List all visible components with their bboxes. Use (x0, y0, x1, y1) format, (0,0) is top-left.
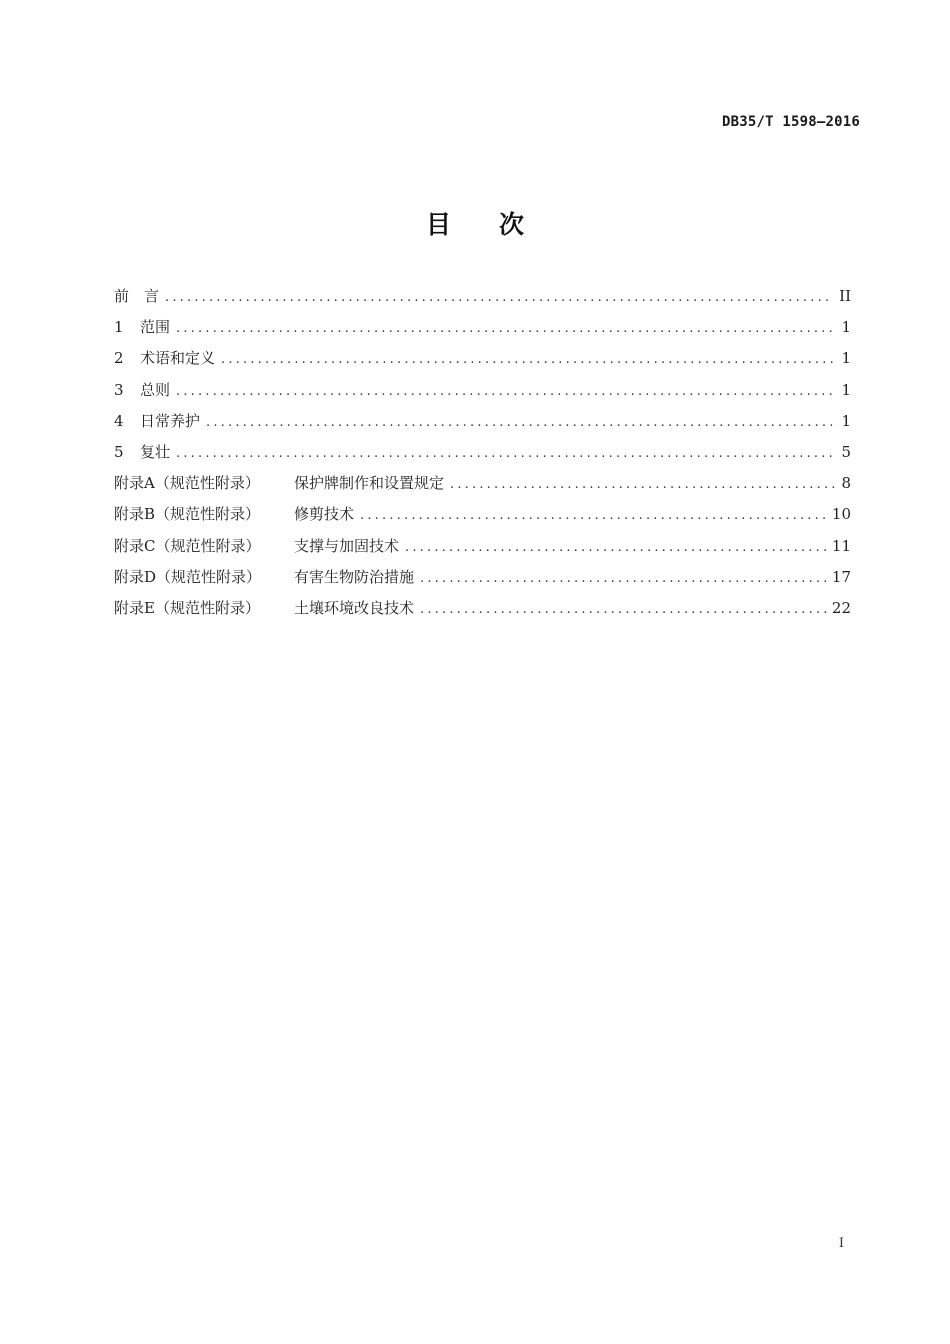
toc-item-number: 3 (114, 380, 124, 399)
toc-leader-dots (176, 438, 835, 469)
toc-leader-dots (165, 282, 833, 313)
toc-item-page: 5 (841, 442, 851, 461)
toc-item-page: 10 (831, 505, 851, 524)
toc-item-number: 2 (114, 349, 124, 368)
toc-item-number: 5 (114, 442, 124, 461)
toc-item-label: 总则 (140, 380, 171, 399)
toc-item-maintenance[interactable] (114, 406, 851, 437)
toc-item-page: 22 (831, 598, 851, 617)
toc-item-label: 有害生物防治措施 (294, 567, 415, 586)
toc-item-rejuvenation[interactable] (114, 437, 851, 468)
toc-item-label: 土壤环境改良技术 (294, 598, 415, 617)
toc-appendix-prefix: 附录C（规范性附录） (114, 536, 261, 555)
toc-item-label: 复壮 (140, 442, 171, 461)
toc-item-page: 1 (841, 380, 851, 399)
toc-item-appendix-e[interactable] (114, 593, 851, 624)
toc-leader-dots (206, 407, 835, 438)
toc-item-page: 1 (841, 349, 851, 368)
toc-item-page: 8 (841, 474, 851, 493)
toc-item-number: 4 (114, 411, 124, 430)
toc-item-label: 范围 (140, 318, 171, 337)
toc-leader-dots (450, 469, 835, 500)
toc-item-page: 17 (831, 567, 851, 586)
toc-item-appendix-b[interactable] (114, 499, 851, 530)
toc-item-label: 前 言 (114, 287, 160, 305)
toc-appendix-prefix: 附录B（规范性附录） (114, 505, 261, 524)
toc-item-label: 保护牌制作和设置规定 (294, 474, 445, 493)
page-number: I (838, 1236, 844, 1251)
toc-item-page: II (839, 287, 851, 305)
toc-appendix-prefix: 附录D（规范性附录） (114, 567, 262, 586)
toc-item-appendix-a[interactable] (114, 468, 851, 499)
toc-item-preface[interactable] (114, 281, 851, 312)
table-of-contents (114, 281, 851, 624)
toc-item-terms[interactable] (114, 343, 851, 374)
toc-item-appendix-c[interactable] (114, 531, 851, 562)
toc-item-page: 1 (841, 411, 851, 430)
toc-leader-dots (360, 500, 826, 531)
toc-item-label: 支撑与加固技术 (294, 536, 400, 555)
toc-item-label: 修剪技术 (294, 505, 355, 524)
toc-item-page: 11 (831, 536, 851, 555)
page-title: 目次 (425, 210, 572, 239)
toc-appendix-prefix: 附录E（规范性附录） (114, 598, 260, 617)
toc-leader-dots (405, 532, 826, 563)
toc-item-label: 术语和定义 (140, 349, 216, 368)
toc-item-label: 日常养护 (140, 411, 201, 430)
toc-leader-dots (176, 376, 835, 407)
toc-appendix-prefix: 附录A（规范性附录） (114, 474, 260, 493)
toc-leader-dots (221, 344, 835, 375)
toc-item-page: 1 (841, 318, 851, 337)
toc-leader-dots (420, 563, 826, 594)
toc-item-appendix-d[interactable] (114, 562, 851, 593)
standard-number: DB35/T 1598—2016 (721, 114, 860, 130)
toc-item-scope[interactable] (114, 312, 851, 343)
toc-item-number: 1 (114, 318, 124, 337)
toc-leader-dots (420, 594, 826, 625)
toc-leader-dots (176, 313, 835, 344)
toc-item-general[interactable] (114, 375, 851, 406)
